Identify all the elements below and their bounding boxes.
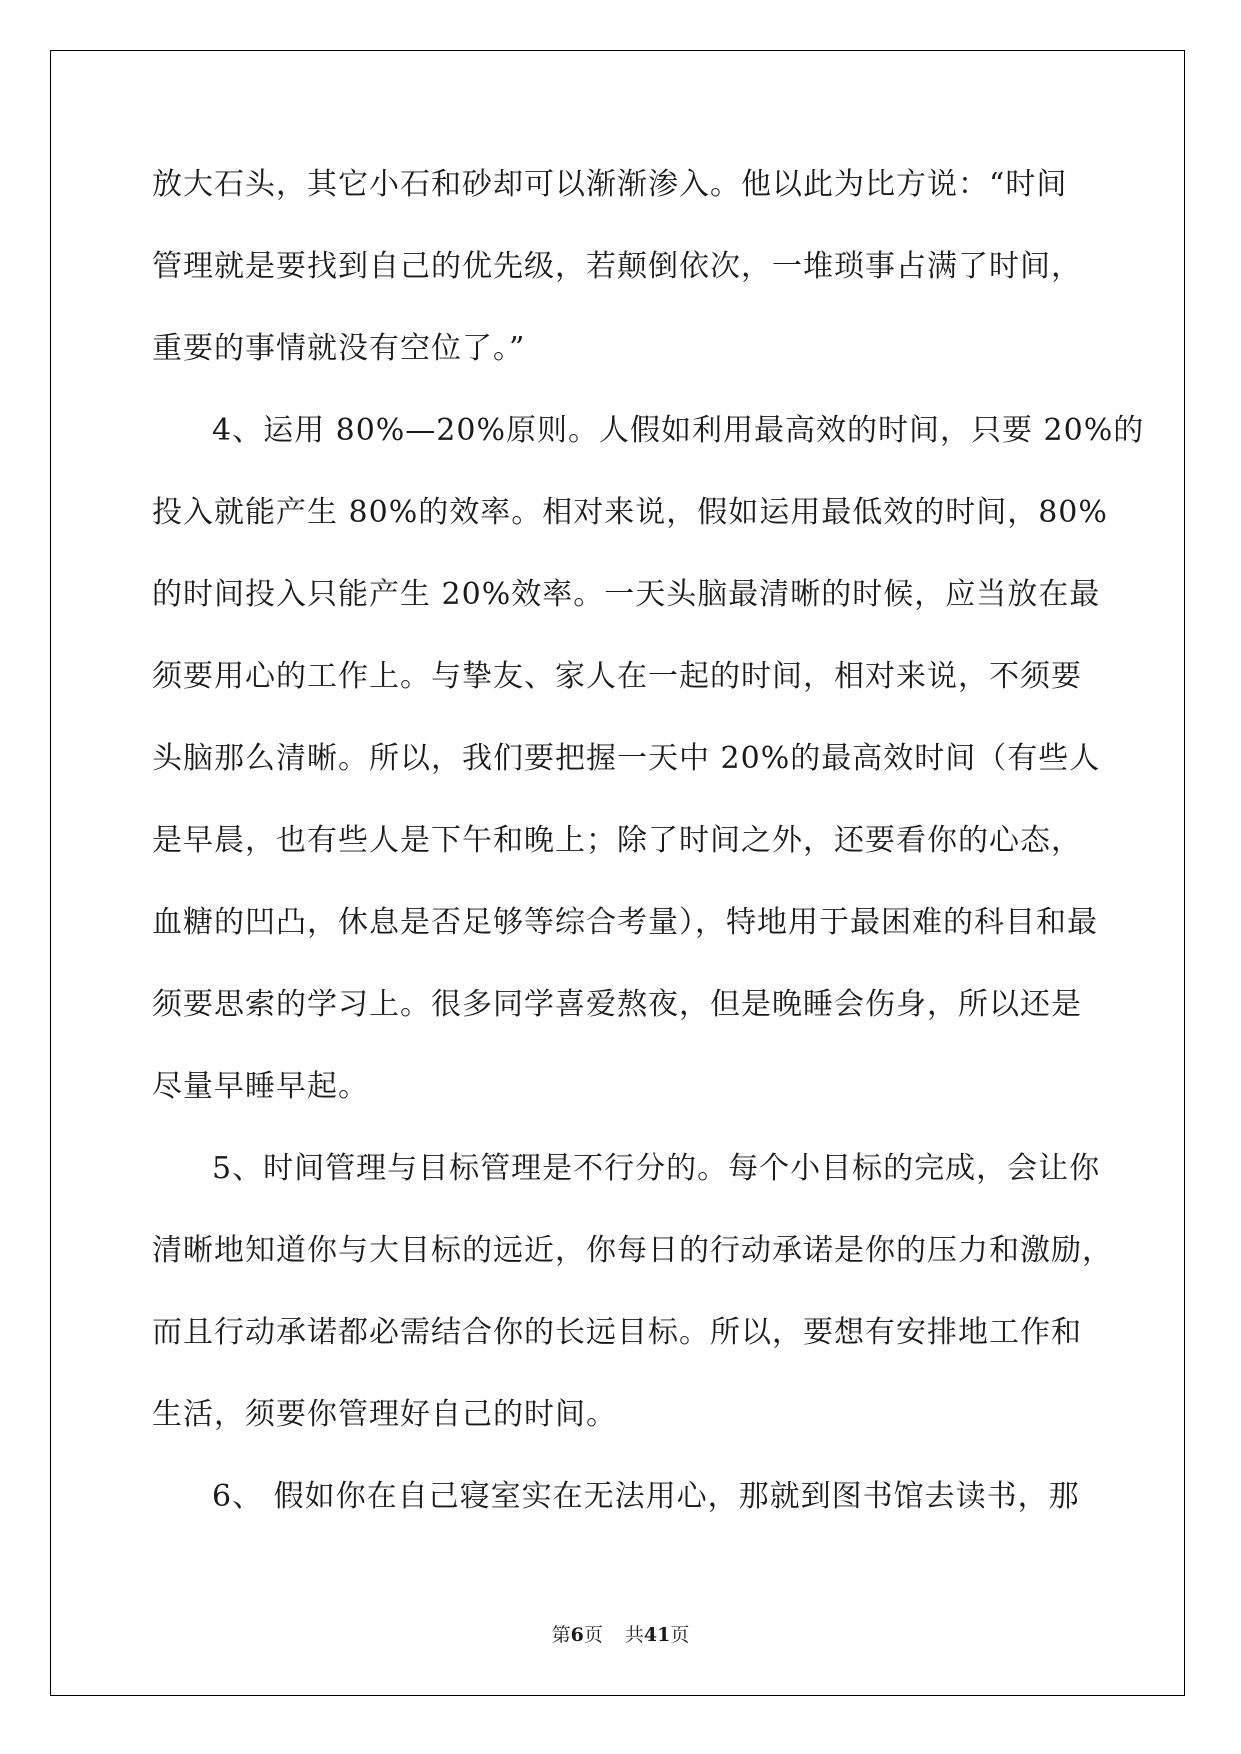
- text-line: 须要用心的工作上。与挚友、家人在一起的时间，相对来说，不须要: [152, 659, 1082, 694]
- text-line: 尽量早睡早起。: [152, 1069, 369, 1104]
- text-line: 是早晨，也有些人是下午和晚上；除了时间之外，还要看你的心态，: [152, 823, 1082, 858]
- page-footer: [0, 1620, 1241, 1647]
- text-line: 管理就是要找到自己的优先级，若颠倒依次，一堆琐事占满了时间，: [152, 249, 1082, 284]
- footer-total-pages: 41: [643, 1624, 671, 1646]
- footer-prefix: 第: [551, 1624, 571, 1646]
- paragraph-start-6: 6、 假如你在自己寝室实在无法用心，那就到图书馆去读书，那: [212, 1479, 1080, 1514]
- text-line: 重要的事情就没有空位了。”: [152, 331, 526, 366]
- text-line: 投入就能产生 80%的效率。相对来说，假如运用最低效的时间，80%: [152, 495, 1108, 530]
- paragraph-start-4: 4、运用 80%—20%原则。人假如利用最高效的时间，只要 20%的: [212, 413, 1145, 448]
- text-line: 血糖的凹凸，休息是否足够等综合考量），特地用于最困难的科目和最: [152, 905, 1098, 940]
- text-line: 头脑那么清晰。所以，我们要把握一天中 20%的最高效时间（有些人: [152, 741, 1101, 776]
- text-line: 须要思索的学习上。很多同学喜爱熬夜，但是晚睡会伤身，所以还是: [152, 987, 1082, 1022]
- footer-total-suffix: 页: [670, 1624, 690, 1646]
- text-line: 生活，须要你管理好自己的时间。: [152, 1397, 617, 1432]
- footer-total-prefix: 共: [624, 1624, 644, 1646]
- document-body: [152, 160, 1145, 1554]
- text-line: 清晰地知道你与大目标的远近，你每日的行动承诺是你的压力和激励，: [152, 1233, 1113, 1268]
- text-line: 放大石头，其它小石和砂却可以渐渐渗入。他以此为比方说：“时间: [152, 167, 1068, 202]
- footer-page-number: 6: [570, 1624, 584, 1646]
- footer-page-suffix: 页: [583, 1624, 603, 1646]
- paragraph-start-5: 5、时间管理与目标管理是不行分的。每个小目标的完成，会让你: [212, 1151, 1101, 1186]
- text-line: 而且行动承诺都必需结合你的长远目标。所以，要想有安排地工作和: [152, 1315, 1082, 1350]
- text-line: 的时间投入只能产生 20%效率。一天头脑最清晰的时候，应当放在最: [152, 577, 1101, 612]
